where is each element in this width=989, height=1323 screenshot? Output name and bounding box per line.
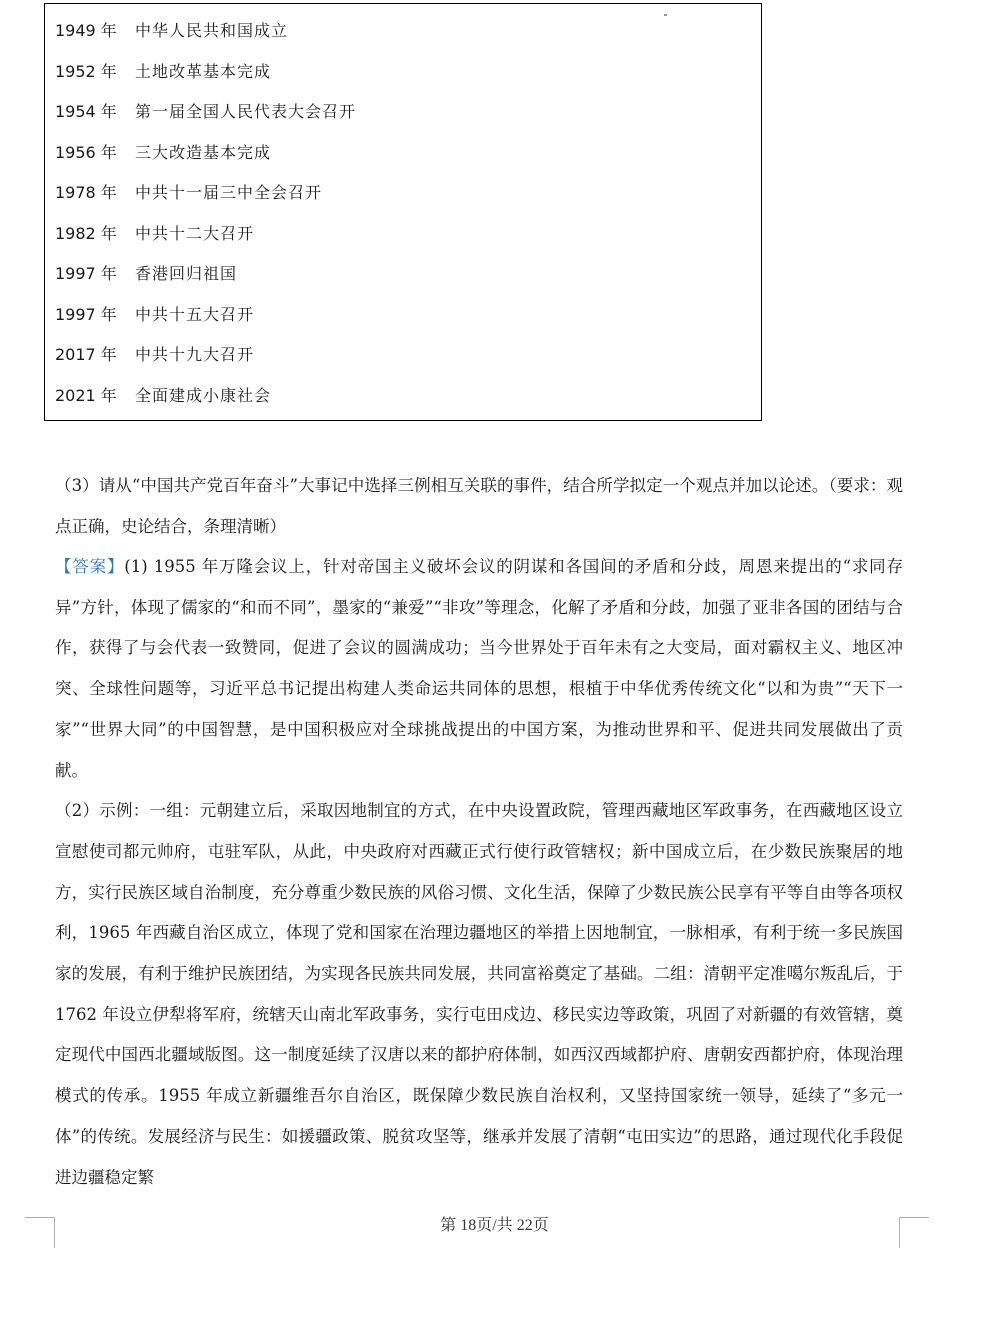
timeline-row: [55, 384, 271, 408]
timeline-row: [55, 181, 322, 205]
crop-mark: [899, 1217, 900, 1248]
answer-section: [55, 547, 903, 1198]
timeline-row: [55, 262, 237, 286]
timeline-year: 1997 年: [55, 264, 117, 283]
timeline-row: [55, 19, 288, 43]
timeline-event: 香港回归祖国: [135, 264, 238, 283]
timeline-year: 1952 年: [55, 62, 117, 81]
timeline-event: 三大改造基本完成: [135, 143, 272, 162]
answer-part2: （2）示例：一组：元朝建立后，采取因地制宜的方式，在中央设置政院，管理西藏地区军政事务，在西藏地区设立宣慰使司都元帅府，屯驻军队，从此，中央政府对西藏正式行使行政管辖权；新中国成立后，在少数民族聚居的地方，实行民族区域自治制度，充分尊重少数民族的风俗习惯、文化生活，保障了少数民族公民享有平等自由等各项权利，1965 年西藏自治区成立，体现了党和国家在治理边疆地区的举措上因地制宜，一脉相承，有利于统一多民族国家的发展，有利于维护民族团结，为实现各民族共同发展，共同富裕奠定了基础。二组：清朝平定准噶尔叛乱后，于 1762 年设立伊犁将军府，统辖天山南北军政事务，实行屯田戍边、移民实边等政策，巩固了对新疆的有效管辖，奠定现代中国西北疆域版图。这一制度延续了汉唐以来的都护府体制，如西汉西域都护府、唐朝安西都护府，体现治理模式的传承。1955 年成立新疆维吾尔自治区，既保障少数民族自治权利，又坚持国家统一领导，延续了“多元一体”的传统。发展经济与民生：如援疆政策、脱贫攻坚等，继承并发展了清朝“屯田实边”的思路，通过现代化手段促进边疆稳定繁: [55, 801, 903, 1187]
timeline-year: 1997 年: [55, 305, 117, 324]
timeline-year: 1949 年: [55, 21, 117, 40]
timeline-event: 中共十九大召开: [135, 345, 255, 364]
timeline-year: 1982 年: [55, 224, 117, 243]
question-paragraph: （3）请从“中国共产党百年奋斗”大事记中选择三例相互关联的事件，结合所学拟定一个观点并加以论述。（要求：观点正确，史论结合，条理清晰）: [55, 476, 903, 536]
crop-mark: [25, 1217, 55, 1218]
answer-part1-text: (1) 1955 年万隆会议上，针对帝国主义破坏会议的阴谋和各国间的矛盾和分歧，周恩来提出的“求同存异”方针，体现了儒家的“和而不同”，墨家的“兼爱”“非攻”等理念，化解了矛盾和分歧，加强了亚非各国的团结与合作，获得了与会代表一致赞同，促进了会议的圆满成功；当今世界处于百年未有之大变局，面对霸权主义、地区冲突、全球性问题等，习近平总书记提出构建人类命运共同体的思想，根植于中华优秀传统文化“以和为贵”“天下一家”“世界大同”的中国智慧，是中国积极应对全球挑战提出的中国方案，为推动世界和平、促进共同发展做出了贡献。: [55, 557, 903, 780]
timeline-row: [55, 60, 271, 84]
timeline-box: [44, 3, 762, 421]
timeline-year: 1954 年: [55, 102, 117, 121]
page-footer: 第 18页/共 22页: [440, 1217, 549, 1234]
timeline-row: [55, 343, 254, 367]
timeline-year: 2021 年: [55, 386, 117, 405]
timeline-event: 第一届全国人民代表大会召开: [135, 102, 357, 121]
crop-mark: [899, 1217, 929, 1218]
crop-mark: [54, 1217, 55, 1248]
timeline-row: [55, 100, 356, 124]
answer-part1: [55, 547, 903, 791]
timeline-event: 全面建成小康社会: [135, 386, 272, 405]
answer-tag: 【答案】: [55, 557, 125, 576]
timeline-year: 2017 年: [55, 345, 117, 364]
timeline-row: [55, 141, 271, 165]
timeline-year: 1956 年: [55, 143, 117, 162]
timeline-row: [55, 222, 254, 246]
timeline-event: 中共十二大召开: [135, 224, 255, 243]
timeline-event: 中共十一届三中全会召开: [135, 183, 323, 202]
timeline-event: 土地改革基本完成: [135, 62, 272, 81]
timeline-year: 1978 年: [55, 183, 117, 202]
timeline-event: 中共十五大召开: [135, 305, 255, 324]
timeline-event: 中华人民共和国成立: [135, 21, 289, 40]
timeline-row: [55, 303, 254, 327]
stray-mark: [664, 14, 667, 16]
